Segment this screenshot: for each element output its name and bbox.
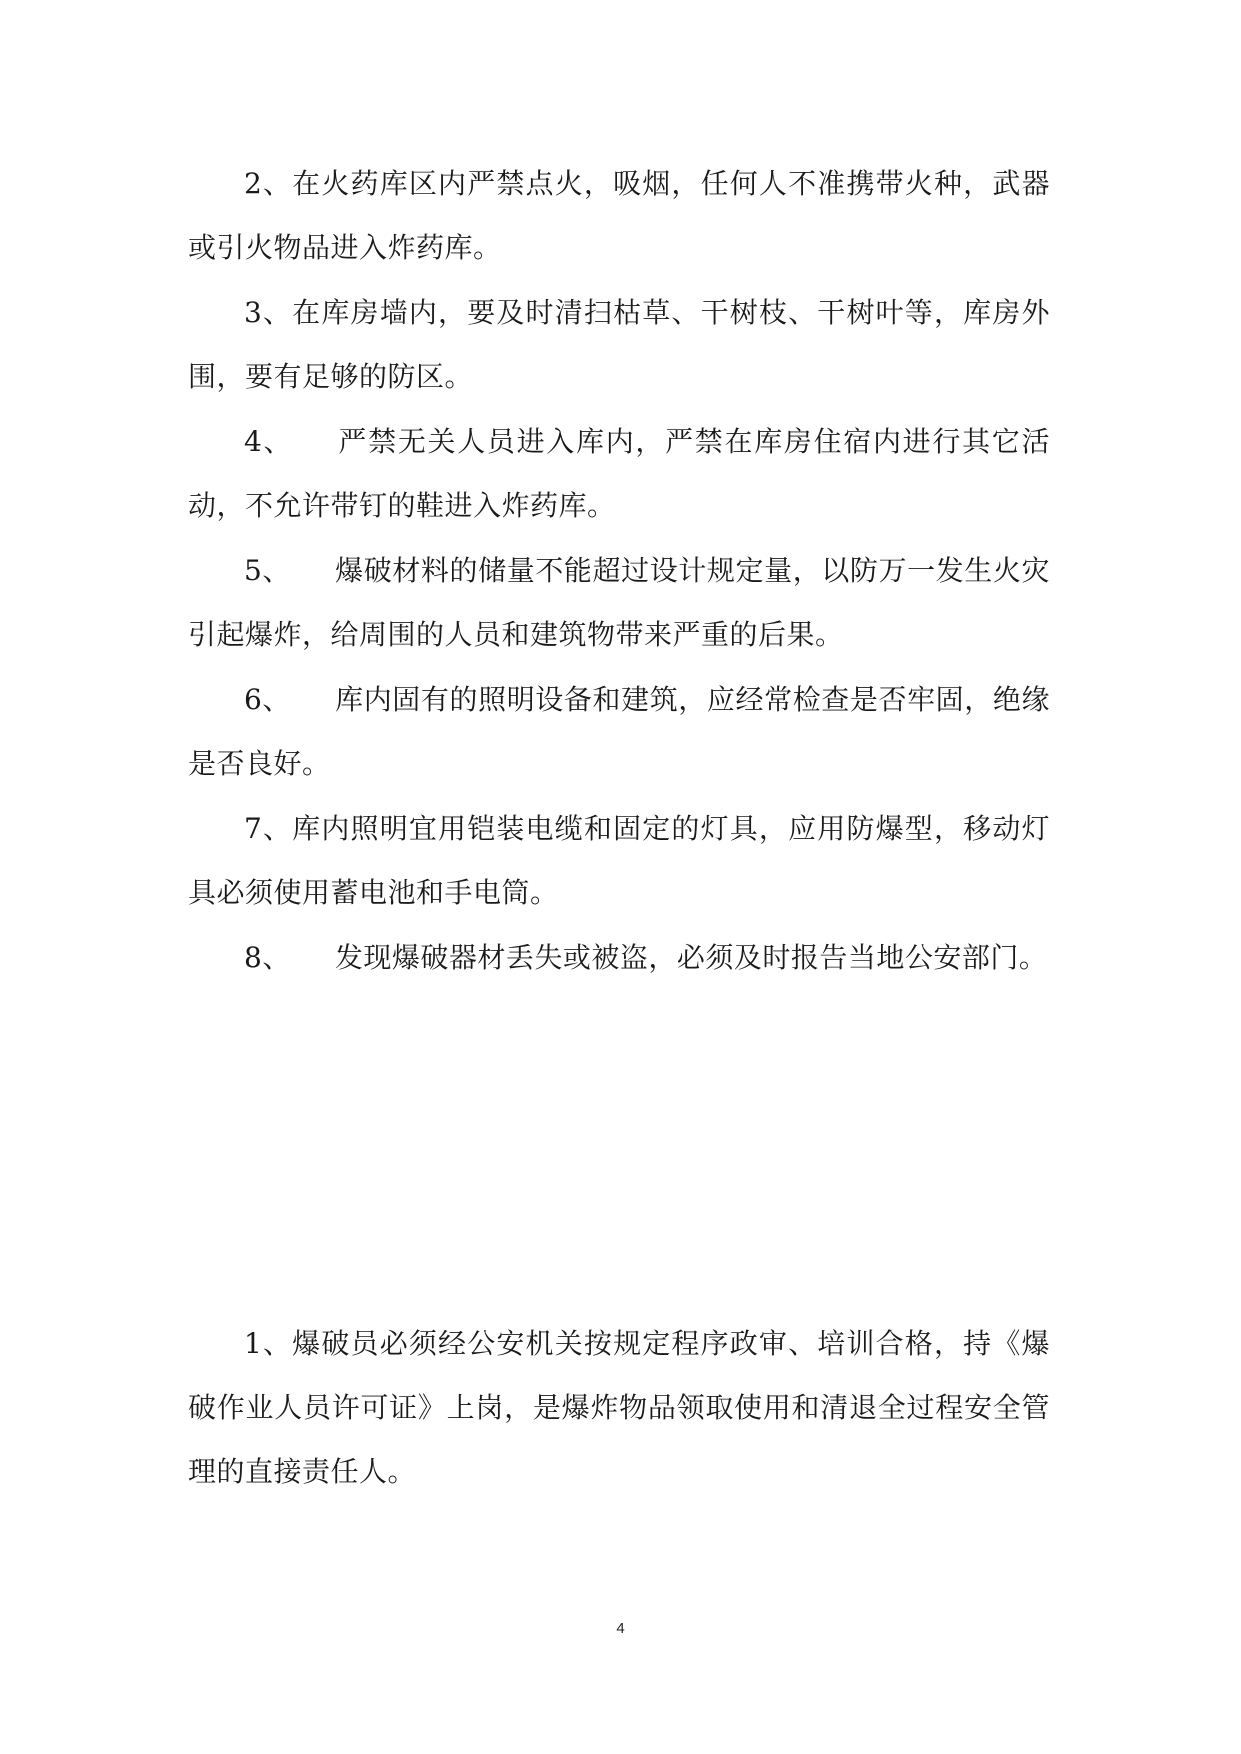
paragraph-item-7 — [188, 797, 1050, 925]
paragraph-number: 6、 — [244, 683, 292, 716]
paragraph-number: 7、 — [244, 812, 293, 845]
paragraph-text: 库内固有的照明设备和建筑，应经常检查是否牢固，绝缘是否良好。 — [188, 683, 1050, 780]
paragraph-item-2 — [188, 152, 1050, 280]
paragraph-number: 8、 — [244, 941, 291, 974]
paragraph-number: 3、 — [244, 296, 293, 329]
paragraph-number: 4、 — [244, 425, 294, 458]
paragraph-item-5 — [188, 539, 1050, 667]
paragraph-item-8 — [188, 926, 1050, 990]
paragraph-item-4 — [188, 410, 1050, 538]
paragraph-text: 爆破员必须经公安机关按规定程序政审、培训合格，持《爆破作业人员许可证》上岗，是爆炸物品领取使用和清退全过程安全管理的直接责任人。 — [188, 1327, 1050, 1488]
paragraph-number: 2、 — [244, 167, 293, 200]
paragraph-item-6 — [188, 668, 1050, 796]
paragraph-text: 在库房墙内，要及时清扫枯草、干树枝、干树叶等，库房外围，要有足够的防区。 — [188, 296, 1050, 393]
paragraph-item-3 — [188, 281, 1050, 409]
paragraph-text: 严禁无关人员进入库内，严禁在库房住宿内进行其它活动，不允许带钉的鞋进入炸药库。 — [188, 425, 1050, 522]
page-number: 4 — [616, 1620, 625, 1637]
paragraph-text: 在火药库区内严禁点火，吸烟，任何人不准携带火种，武器或引火物品进入炸药库。 — [188, 167, 1050, 264]
paragraph-text: 库内照明宜用铠装电缆和固定的灯具，应用防爆型，移动灯具必须使用蓄电池和手电筒。 — [188, 812, 1050, 909]
paragraph-text: 爆破材料的储量不能超过设计规定量，以防万一发生火灾引起爆炸，给周围的人员和建筑物带来严重的后果。 — [188, 554, 1050, 651]
paragraph-text: 发现爆破器材丢失或被盗，必须及时报告当地公安部门。 — [334, 941, 1048, 974]
paragraph-number: 5、 — [244, 554, 292, 587]
paragraph-number: 1、 — [244, 1327, 293, 1360]
paragraph-item-1 — [188, 1312, 1050, 1504]
